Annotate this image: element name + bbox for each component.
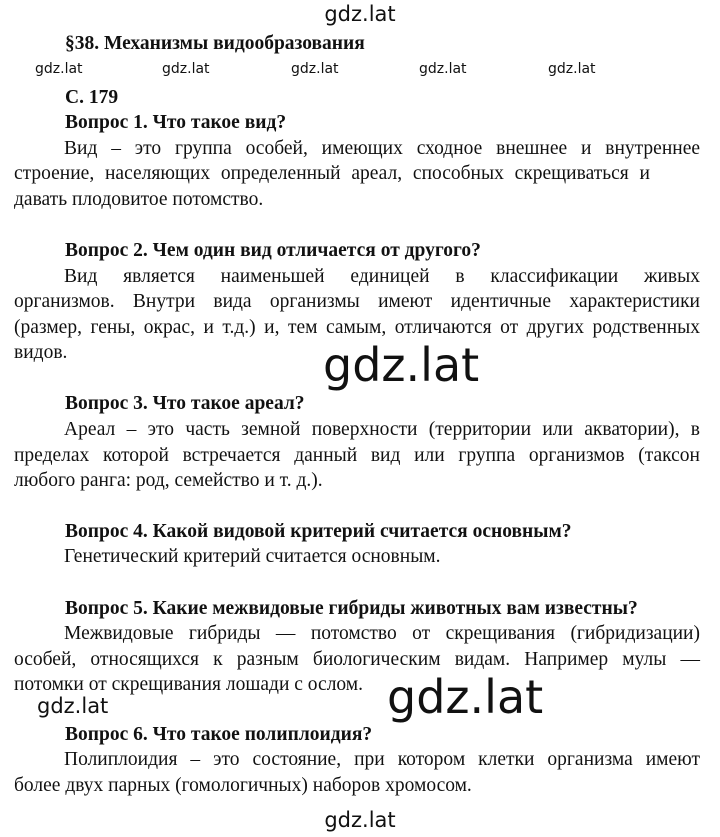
watermark-bottom: gdz.lat <box>324 808 396 832</box>
watermark-row-item: gdz.lat <box>162 61 210 77</box>
watermark-row-item: gdz.lat <box>548 61 596 77</box>
answer-3-line: Ареал – это часть земной поверхности (территории или акватории), в <box>64 419 700 440</box>
question-4: Вопрос 4. Какой видовой критерий считается основным? <box>65 521 572 542</box>
watermark-left: gdz.lat <box>37 694 109 718</box>
watermark-large: gdz.lat <box>387 670 544 724</box>
answer-1-line: Вид – это группа особей, имеющих сходное внешнее и внутреннее <box>64 138 700 159</box>
answer-2-line: видов. <box>14 342 68 363</box>
answer-5-line: Межвидовые гибриды — потомство от скрещивания (гибридизации) <box>64 623 700 644</box>
question-5: Вопрос 5. Какие межвидовые гибриды животных вам известны? <box>65 598 638 619</box>
answer-5-line: потомки от скрещивания лошади с ослом. <box>14 674 364 695</box>
page-reference: С. 179 <box>65 87 119 108</box>
watermark-top: gdz.lat <box>324 2 396 26</box>
question-1: Вопрос 1. Что такое вид? <box>65 112 287 133</box>
answer-4-line: Генетический критерий считается основным. <box>64 546 441 567</box>
question-6: Вопрос 6. Что такое полиплоидия? <box>65 724 373 745</box>
watermark-row-item: gdz.lat <box>35 61 83 77</box>
section-title: §38. Механизмы видообразования <box>65 33 365 54</box>
watermark-row-item: gdz.lat <box>291 61 339 77</box>
answer-5-line: особей, относящихся к разным биологическим видам. Например мулы — <box>14 649 700 670</box>
answer-3-line: любого ранга: род, семейство и т. д.). <box>14 470 323 491</box>
answer-2-line: (размер, гены, окрас, и т.д.) и, тем самым, отличаются от других родственных <box>14 317 700 338</box>
answer-1-line: строение, населяющих определенный ареал, способных скрещиваться и <box>14 163 650 184</box>
question-2: Вопрос 2. Чем один вид отличается от другого? <box>65 240 481 261</box>
watermark-large: gdz.lat <box>323 338 480 392</box>
watermark-row-item: gdz.lat <box>419 61 467 77</box>
answer-6-line: более двух парных (гомологичных) наборов хромосом. <box>14 775 472 796</box>
answer-1-line: давать плодовитое потомство. <box>14 189 264 210</box>
answer-6-line: Полиплоидия – это состояние, при котором клетки организма имеют <box>64 749 700 770</box>
question-3: Вопрос 3. Что такое ареал? <box>65 393 305 414</box>
answer-3-line: пределах которой встречается данный вид или группа организмов (таксон <box>14 445 700 466</box>
answer-2-line: Вид является наименьшей единицей в классификации живых <box>64 266 700 287</box>
answer-2-line: организмов. Внутри вида организмы имеют идентичные характеристики <box>14 291 700 312</box>
